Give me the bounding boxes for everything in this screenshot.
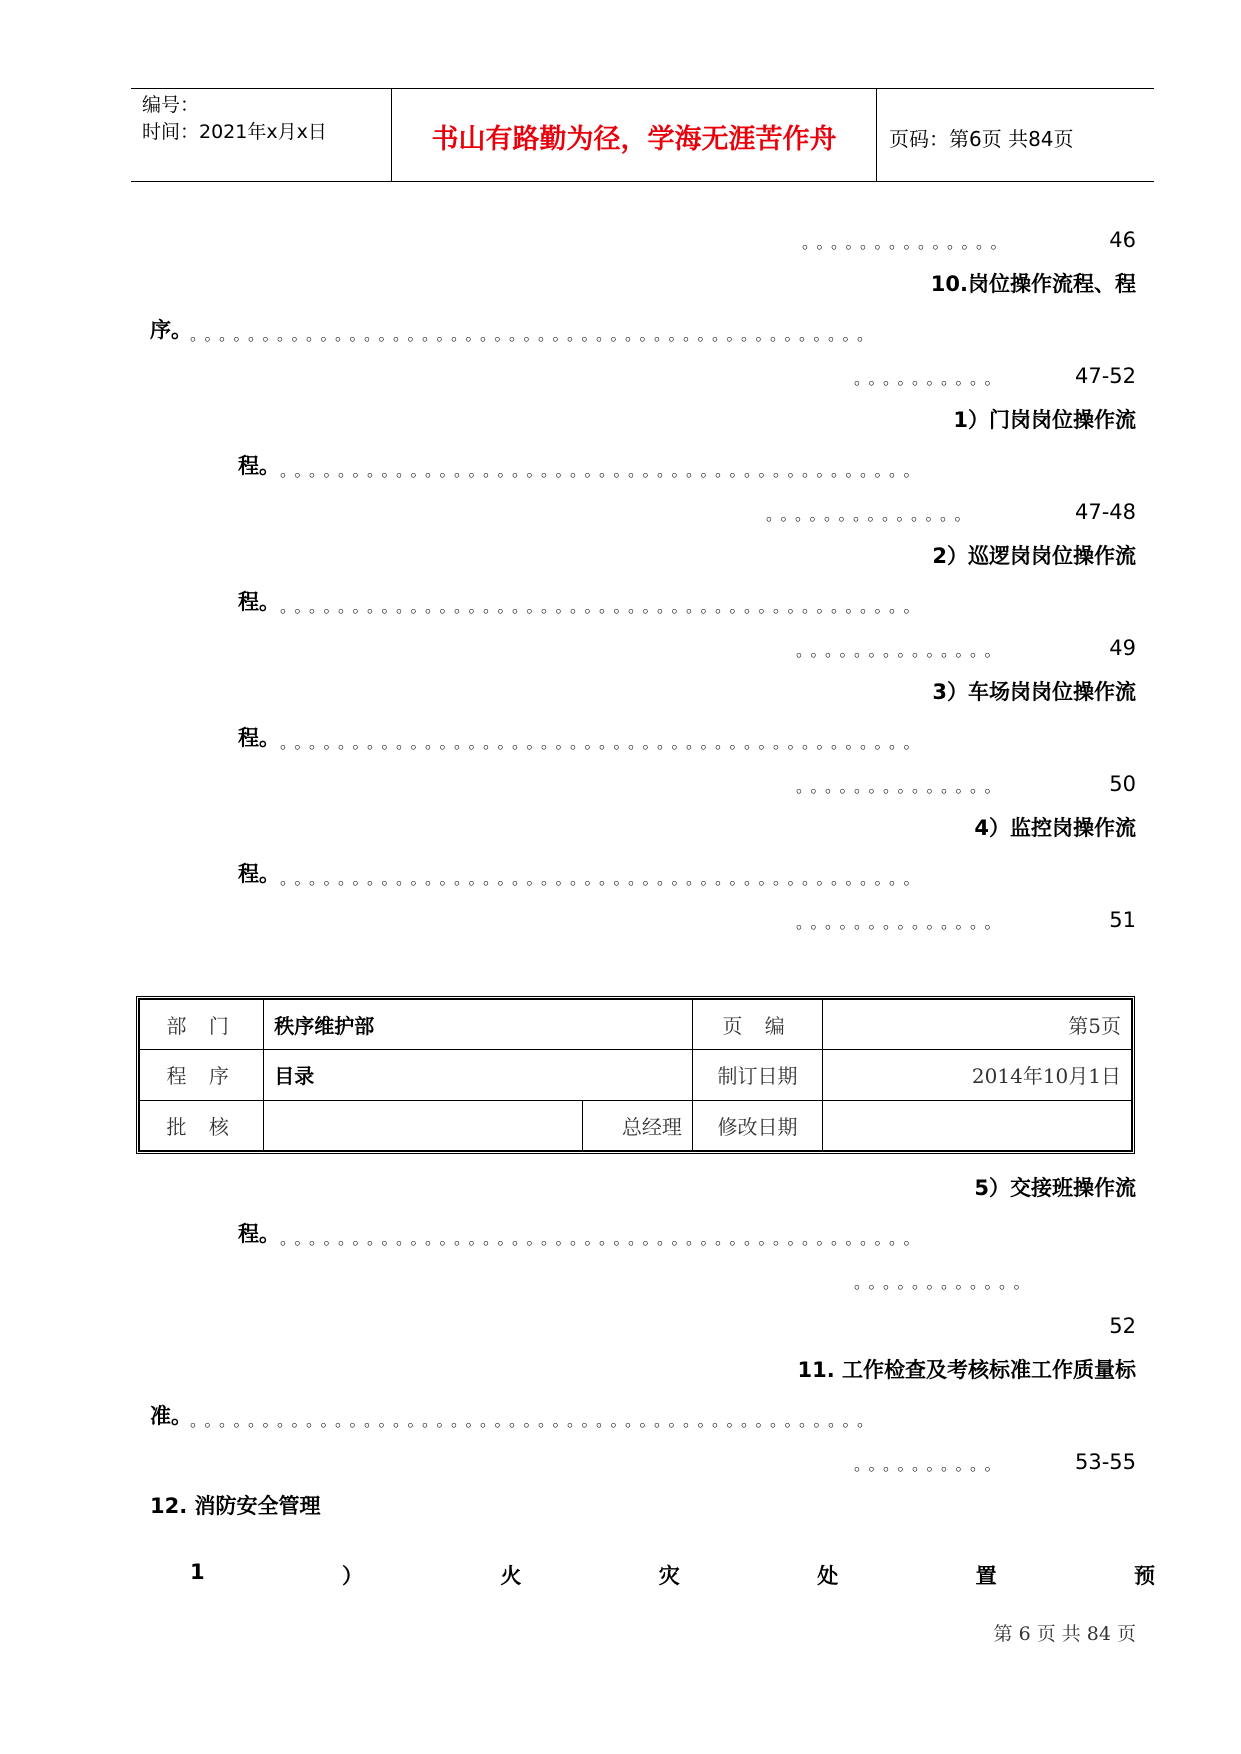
dept-label: 部 门 (140, 1000, 264, 1050)
header-divider-2 (876, 88, 877, 182)
header-bottom-rule (131, 181, 1154, 182)
made-date-value: 2014年10月1日 (823, 1050, 1132, 1100)
toc-leader-dots: 。。。。。。。。。。。。。。 (796, 777, 1008, 796)
toc-leader-dots: 。。。。。。。。。。。。。。。。。。。。。。。。。。。。。。。。。。。。。。。。。。。。 (280, 461, 927, 480)
toc-page-num: 47-52 (1074, 364, 1136, 388)
toc-sub-4-title: 4）监控岗操作流 (974, 816, 1136, 840)
header-page-label: 页码：第6页 共84页 (889, 127, 1074, 151)
toc-item-10-tail: 序。 (150, 318, 192, 342)
procedure-value: 目录 (264, 1050, 693, 1100)
toc-sub-spread-line (190, 1560, 1155, 1590)
general-manager-label: 总经理 (582, 1100, 692, 1150)
toc-sub-3-title: 3）车场岗岗位操作流 (932, 680, 1136, 704)
toc-page-num: 47-48 (1074, 500, 1136, 524)
toc-sub-1-tail: 程。 (238, 454, 280, 478)
procedure-label: 程 序 (140, 1050, 264, 1100)
toc-sub-2-tail: 程。 (238, 590, 280, 614)
spread-char: 1 (190, 1560, 205, 1584)
toc-sub-4-tail: 程。 (238, 862, 280, 886)
toc-item-10-title: 10.岗位操作流程、程 (930, 272, 1136, 296)
toc-item-11-title: 11. 工作检查及考核标准工作质量标 (797, 1358, 1136, 1382)
approve-label: 批 核 (140, 1100, 264, 1150)
toc-item-11-tail: 准。 (150, 1404, 192, 1428)
spread-char: 预 (1133, 1564, 1155, 1588)
toc-leader-dots: 。。。。。。。。。。 (854, 1455, 1008, 1474)
page-no-label: 页 编 (692, 1000, 822, 1050)
toc-sub-5-tail: 程。 (238, 1222, 280, 1246)
toc-leader-dots: 。。。。。。。。。。。。。。。。。。。。。。。。。。。。。。。。。。。。。。。。。。。。 (280, 733, 927, 752)
toc-page-num: 49 (1109, 636, 1136, 660)
toc-page-num: 52 (1109, 1314, 1136, 1338)
toc-leader-dots: 。。。。。。。。。。。。。。。。。。。。。。。。。。。。。。。。。。。。。。。。。。。。 (280, 1229, 927, 1248)
footer-page-number: 第 6 页 共 84 页 (993, 1623, 1136, 1645)
spread-char: 灾 (658, 1564, 680, 1588)
toc-leader-dots: 。。。。。。。。。。。。。。。。。。。。。。。。。。。。。。。。。。。。。。。。。。。。 (280, 597, 927, 616)
spread-char: 处 (817, 1564, 839, 1588)
header-motto: 书山有路勤为径，学海无涯苦作舟 (431, 124, 837, 155)
header-top-rule (131, 88, 1154, 89)
toc-page-num: 46 (1109, 228, 1136, 252)
doc-info-table (136, 996, 1135, 1154)
toc-sub-2-title: 2）巡逻岗岗位操作流 (932, 544, 1136, 568)
toc-page-num: 51 (1109, 908, 1136, 932)
toc-item-12-title: 12. 消防安全管理 (150, 1494, 321, 1518)
page-no-value: 第5页 (823, 1000, 1132, 1050)
spread-char: 置 (975, 1564, 997, 1588)
toc-leader-dots: 。。。。。。。。。。。。。。 (766, 505, 978, 524)
toc-leader-dots: 。。。。。。。。。。。。 (854, 1273, 1037, 1292)
toc-leader-dots: 。。。。。。。。。。。。。。。。。。。。。。。。。。。。。。。。。。。。。。。。。。。。。。。 (190, 1411, 880, 1430)
toc-sub-5-title: 5）交接班操作流 (974, 1176, 1136, 1200)
toc-sub-1-title: 1）门岗岗位操作流 (953, 408, 1136, 432)
doc-code-label: 编号： (142, 94, 200, 116)
revise-date-label: 修改日期 (692, 1100, 822, 1150)
approve-value (264, 1100, 582, 1150)
toc-leader-dots: 。。。。。。。。。。。。。。。。。。。。。。。。。。。。。。。。。。。。。。。。。。。。。。。 (190, 325, 880, 344)
toc-page-num: 53-55 (1074, 1450, 1136, 1474)
toc-leader-dots: 。。。。。。。。。。。。。。 (802, 233, 1014, 252)
spread-char: 火 (500, 1564, 522, 1588)
toc-leader-dots: 。。。。。。。。。。。。。。 (796, 641, 1008, 660)
toc-page-num: 50 (1109, 772, 1136, 796)
toc-sub-3-tail: 程。 (238, 726, 280, 750)
doc-time-label: 时间：2021年x月x日 (142, 121, 327, 143)
dept-value: 秩序维护部 (264, 1000, 693, 1050)
made-date-label: 制订日期 (692, 1050, 822, 1100)
toc-leader-dots: 。。。。。。。。。。 (854, 369, 1008, 388)
toc-leader-dots: 。。。。。。。。。。。。。。 (796, 913, 1008, 932)
toc-leader-dots: 。。。。。。。。。。。。。。。。。。。。。。。。。。。。。。。。。。。。。。。。。。。。 (280, 869, 927, 888)
revise-date-value (823, 1100, 1132, 1150)
spread-char: ） (342, 1564, 364, 1588)
